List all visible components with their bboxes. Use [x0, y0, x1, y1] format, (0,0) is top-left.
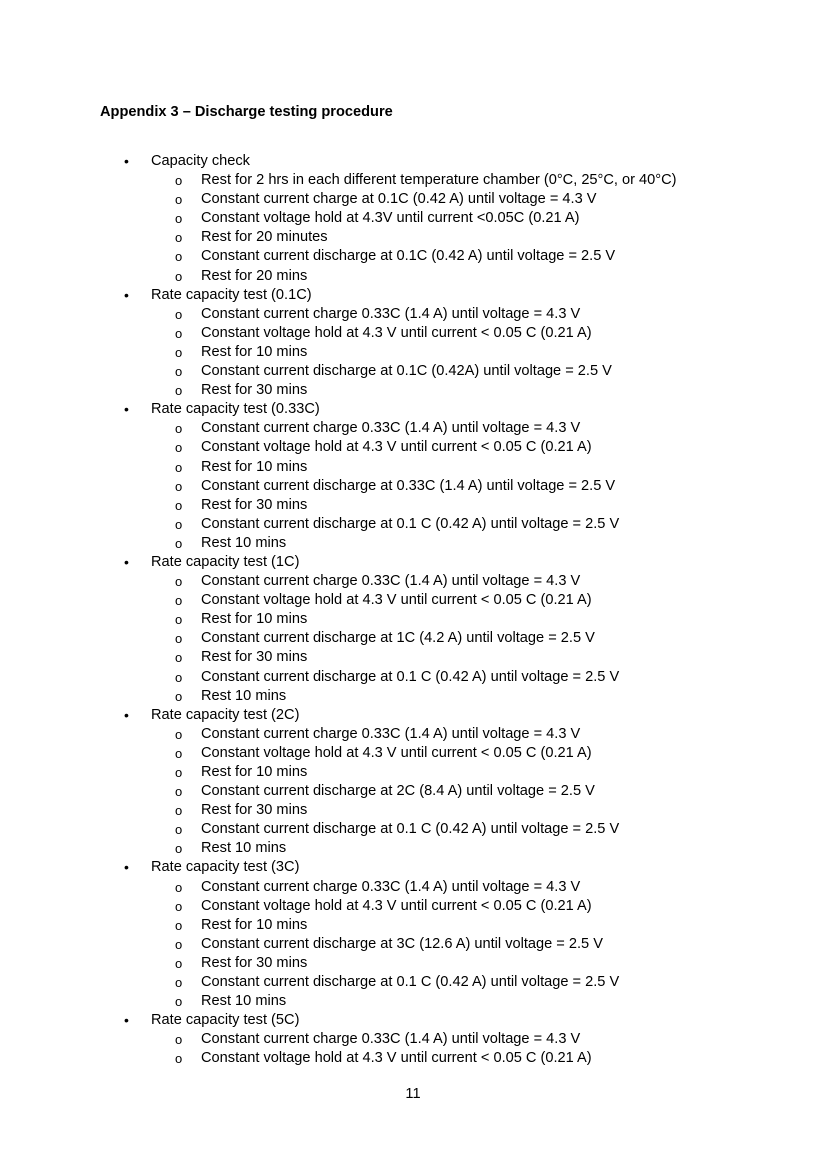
hollow-bullet-icon: o [175, 898, 183, 914]
hollow-bullet-icon: o [175, 516, 183, 532]
step-text: Constant current charge at 0.1C (0.42 A) until voltage = 4.3 V [201, 191, 597, 208]
step-text: Constant voltage hold at 4.3 V until current < 0.05 C (0.21 A) [201, 439, 592, 456]
hollow-bullet-icon: o [175, 726, 183, 742]
step-item [0, 839, 826, 858]
hollow-bullet-icon: o [175, 344, 183, 360]
step-item [0, 1030, 826, 1049]
step-text: Rest 10 mins [201, 687, 287, 704]
step-text: Constant current charge 0.33C (1.4 A) until voltage = 4.3 V [201, 878, 581, 895]
step-text: Rest 10 mins [201, 840, 287, 857]
hollow-bullet-icon: o [175, 249, 183, 265]
hollow-bullet-icon: o [175, 383, 183, 399]
step-text: Constant current discharge at 0.33C (1.4 A) until voltage = 2.5 V [201, 477, 616, 494]
step-text: Rest for 10 mins [201, 458, 308, 475]
step-item [0, 935, 826, 954]
hollow-bullet-icon: o [175, 688, 183, 704]
step-item [0, 973, 826, 992]
step-item [0, 305, 826, 324]
step-item [0, 190, 826, 209]
step-item [0, 801, 826, 820]
step-text: Constant voltage hold at 4.3 V until current < 0.05 C (0.21 A) [201, 592, 592, 609]
hollow-bullet-icon: o [175, 440, 183, 456]
section-item [0, 553, 826, 572]
step-text: Rest for 30 mins [201, 496, 308, 513]
section-title: Rate capacity test (5C) [151, 1012, 300, 1029]
step-text: Rest for 20 minutes [201, 229, 328, 246]
step-item [0, 228, 826, 247]
hollow-bullet-icon: o [175, 535, 183, 551]
step-text: Rest for 30 mins [201, 649, 308, 666]
step-item [0, 648, 826, 667]
bullet-icon: • [124, 553, 129, 570]
step-text: Rest for 20 mins [201, 267, 308, 284]
step-text: Constant current discharge at 3C (12.6 A) until voltage = 2.5 V [201, 935, 603, 952]
hollow-bullet-icon: o [175, 784, 183, 800]
hollow-bullet-icon: o [175, 173, 183, 189]
hollow-bullet-icon: o [175, 822, 183, 838]
hollow-bullet-icon: o [175, 574, 183, 590]
step-item [0, 591, 826, 610]
step-text: Rest for 30 mins [201, 382, 308, 399]
procedure-list [0, 152, 826, 1069]
step-text: Rest for 30 mins [201, 802, 308, 819]
hollow-bullet-icon: o [175, 478, 183, 494]
step-text: Rest for 10 mins [201, 916, 308, 933]
step-item [0, 247, 826, 266]
step-item [0, 438, 826, 457]
hollow-bullet-icon: o [175, 593, 183, 609]
step-text: Rest for 10 mins [201, 343, 308, 360]
step-text: Constant current charge 0.33C (1.4 A) until voltage = 4.3 V [201, 725, 581, 742]
step-item [0, 725, 826, 744]
step-text: Constant current discharge at 2C (8.4 A) until voltage = 2.5 V [201, 783, 595, 800]
bullet-icon: • [124, 706, 129, 723]
step-text: Constant voltage hold at 4.3 V until current < 0.05 C (0.21 A) [201, 1050, 592, 1067]
step-item [0, 916, 826, 935]
step-item [0, 381, 826, 400]
step-text: Rest for 10 mins [201, 611, 308, 628]
step-item [0, 687, 826, 706]
section-title: Rate capacity test (3C) [151, 859, 300, 876]
hollow-bullet-icon: o [175, 994, 183, 1010]
step-item [0, 171, 826, 190]
step-item [0, 572, 826, 591]
hollow-bullet-icon: o [175, 917, 183, 933]
section-item [0, 1011, 826, 1030]
hollow-bullet-icon: o [175, 612, 183, 628]
step-text: Constant current discharge at 0.1C (0.42 A) until voltage = 2.5 V [201, 248, 616, 265]
hollow-bullet-icon: o [175, 669, 183, 685]
step-item [0, 458, 826, 477]
step-item [0, 610, 826, 629]
section-item [0, 286, 826, 305]
step-item [0, 419, 826, 438]
hollow-bullet-icon: o [175, 268, 183, 284]
step-text: Constant current charge 0.33C (1.4 A) until voltage = 4.3 V [201, 1031, 581, 1048]
step-text: Constant current charge 0.33C (1.4 A) until voltage = 4.3 V [201, 573, 581, 590]
section-title: Rate capacity test (0.1C) [151, 286, 312, 303]
step-text: Constant current discharge at 0.1 C (0.42 A) until voltage = 2.5 V [201, 821, 620, 838]
step-item [0, 209, 826, 228]
step-text: Rest 10 mins [201, 534, 287, 551]
step-item [0, 362, 826, 381]
hollow-bullet-icon: o [175, 230, 183, 246]
hollow-bullet-icon: o [175, 955, 183, 971]
step-item [0, 782, 826, 801]
bullet-icon: • [124, 401, 129, 418]
hollow-bullet-icon: o [175, 879, 183, 895]
step-text: Constant current discharge at 1C (4.2 A) until voltage = 2.5 V [201, 630, 595, 647]
step-text: Constant current discharge at 0.1C (0.42A) until voltage = 2.5 V [201, 363, 612, 380]
step-item [0, 668, 826, 687]
step-item [0, 897, 826, 916]
hollow-bullet-icon: o [175, 936, 183, 952]
hollow-bullet-icon: o [175, 211, 183, 227]
section-title: Rate capacity test (1C) [151, 553, 300, 570]
hollow-bullet-icon: o [175, 631, 183, 647]
step-text: Rest for 30 mins [201, 954, 308, 971]
step-item [0, 324, 826, 343]
step-item [0, 534, 826, 553]
hollow-bullet-icon: o [175, 745, 183, 761]
hollow-bullet-icon: o [175, 364, 183, 380]
step-item [0, 820, 826, 839]
bullet-icon: • [124, 286, 129, 303]
step-item [0, 878, 826, 897]
step-text: Constant voltage hold at 4.3 V until current < 0.05 C (0.21 A) [201, 744, 592, 761]
step-item [0, 763, 826, 782]
section-title: Rate capacity test (2C) [151, 706, 300, 723]
hollow-bullet-icon: o [175, 1051, 183, 1067]
hollow-bullet-icon: o [175, 459, 183, 475]
bullet-icon: • [124, 153, 129, 169]
step-text: Constant current discharge at 0.1 C (0.42 A) until voltage = 2.5 V [201, 668, 620, 685]
step-item [0, 477, 826, 496]
hollow-bullet-icon: o [175, 1032, 183, 1048]
step-text: Rest for 10 mins [201, 764, 308, 780]
step-text: Rest 10 mins [201, 993, 287, 1010]
step-text: Constant current charge 0.33C (1.4 A) until voltage = 4.3 V [201, 420, 581, 437]
step-text: Constant current charge 0.33C (1.4 A) until voltage = 4.3 V [201, 305, 581, 322]
step-item [0, 992, 826, 1011]
step-text: Constant voltage hold at 4.3 V until current < 0.05 C (0.21 A) [201, 897, 592, 914]
hollow-bullet-icon: o [175, 497, 183, 513]
section-item [0, 858, 826, 877]
step-text: Constant current discharge at 0.1 C (0.42 A) until voltage = 2.5 V [201, 974, 620, 991]
section-item [0, 706, 826, 725]
page-number: 11 [405, 1086, 421, 1102]
step-item [0, 267, 826, 286]
bullet-icon: • [124, 1012, 129, 1029]
hollow-bullet-icon: o [175, 192, 183, 208]
hollow-bullet-icon: o [175, 325, 183, 341]
step-text: Constant current discharge at 0.1 C (0.42 A) until voltage = 2.5 V [201, 515, 620, 532]
hollow-bullet-icon: o [175, 765, 183, 780]
page-title: Appendix 3 – Discharge testing procedure [100, 104, 393, 120]
hollow-bullet-icon: o [175, 421, 183, 437]
step-item [0, 496, 826, 515]
hollow-bullet-icon: o [175, 650, 183, 666]
step-item [0, 1049, 826, 1068]
bullet-icon: • [124, 859, 129, 876]
section-item [0, 400, 826, 419]
hollow-bullet-icon: o [175, 803, 183, 819]
step-text: Constant voltage hold at 4.3 V until current < 0.05 C (0.21 A) [201, 324, 592, 341]
step-item [0, 629, 826, 648]
step-text: Rest for 2 hrs in each different temperature chamber (0°C, 25°C, or 40°C) [201, 172, 677, 189]
step-item [0, 954, 826, 973]
hollow-bullet-icon: o [175, 975, 183, 991]
section-title: Capacity check [151, 153, 250, 169]
step-item [0, 744, 826, 763]
step-text: Constant voltage hold at 4.3V until current <0.05C (0.21 A) [201, 210, 580, 227]
section-item [0, 152, 826, 171]
section-title: Rate capacity test (0.33C) [151, 401, 320, 418]
step-item [0, 343, 826, 362]
hollow-bullet-icon: o [175, 306, 183, 322]
step-item [0, 515, 826, 534]
hollow-bullet-icon: o [175, 841, 183, 857]
